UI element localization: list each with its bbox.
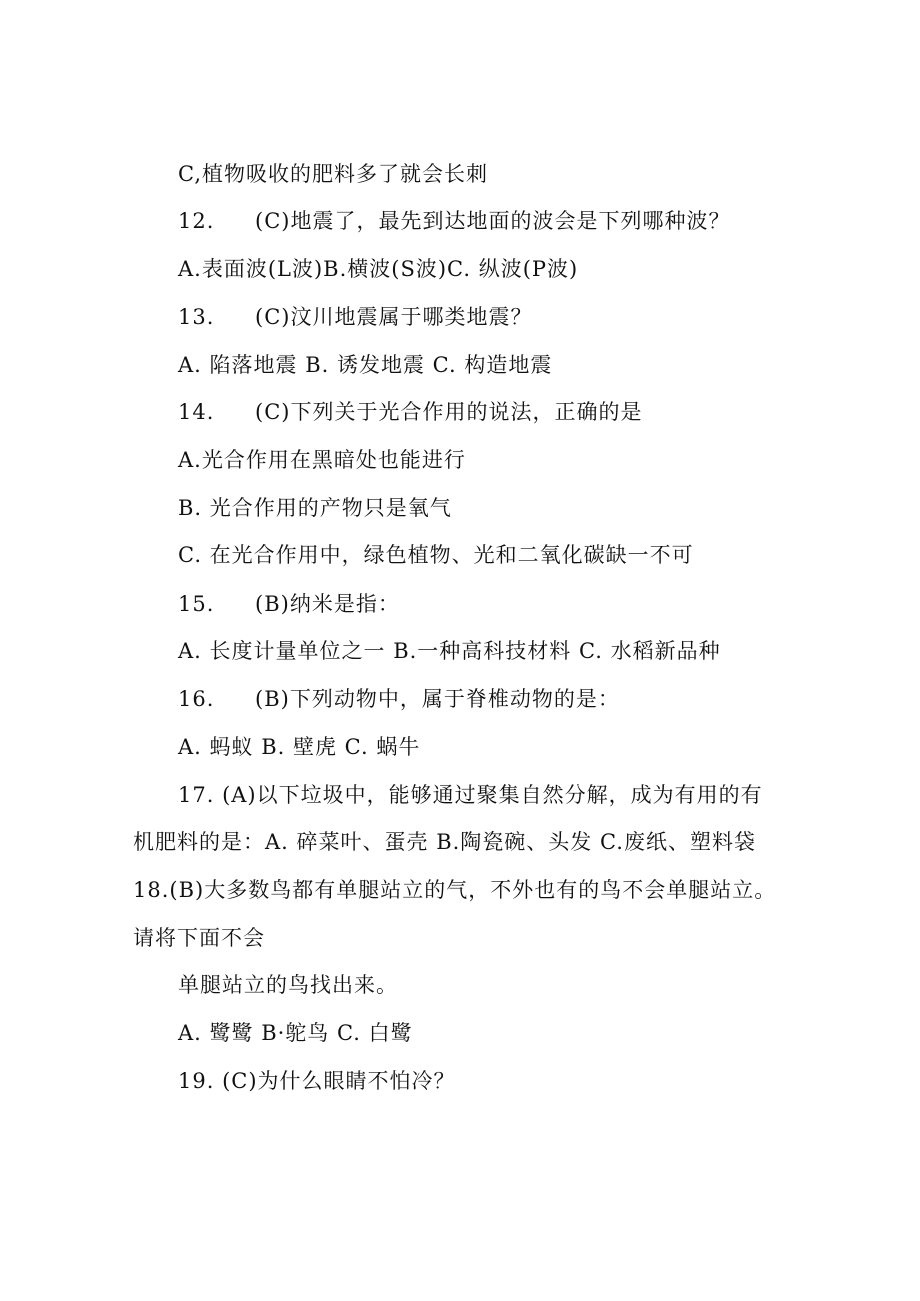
question-text: (C)地震了，最先到达地面的波会是下列哪种波？ bbox=[255, 209, 731, 233]
question-text: (C)下列关于光合作用的说法，正确的是 bbox=[255, 400, 643, 424]
question-16-options: A. 蚂蚁 B. 壁虎 C. 蜗牛 bbox=[178, 735, 421, 759]
question-number: 12. bbox=[178, 209, 215, 233]
question-12 bbox=[0, 207, 920, 235]
question-text: (B)下列动物中，属于脊椎动物的是： bbox=[255, 687, 620, 711]
question-15 bbox=[0, 590, 920, 618]
question-15-options: A. 长度计量单位之一 B.一种高科技材料 C. 水稻新品种 bbox=[178, 639, 721, 663]
question-14-option-a: A.光合作用在黑暗处也能进行 bbox=[178, 448, 466, 472]
question-13-options: A. 陷落地震 B. 诱发地震 C. 构造地震 bbox=[178, 353, 553, 377]
question-16 bbox=[0, 685, 920, 713]
question-number: 16. bbox=[178, 687, 215, 711]
question-number: 14. bbox=[178, 400, 215, 424]
question-12-options: A.表面波(L波)B.横波(S波)C. 纵波(P波) bbox=[178, 257, 579, 281]
question-13 bbox=[0, 303, 920, 331]
question-17-line2: 机肥料的是：A. 碎菜叶、蛋壳 B.陶瓷碗、头发 C.废纸、塑料袋 bbox=[133, 830, 756, 854]
question-text: (B)纳米是指： bbox=[255, 592, 400, 616]
question-14 bbox=[0, 398, 920, 426]
question-18-options: A. 鹭鹭 B·鸵鸟 C. 白鹭 bbox=[178, 1021, 413, 1045]
question-18-line3: 单腿站立的鸟找出来。 bbox=[178, 973, 398, 997]
question-text: (C)汶川地震属于哪类地震？ bbox=[255, 305, 533, 329]
question-19: 19. (C)为什么眼睛不怕冷？ bbox=[178, 1069, 456, 1093]
question-18-line1: 18.(B)大多数鸟都有单腿站立的气，不外也有的鸟不会单腿站立。 bbox=[133, 878, 777, 902]
option-line: C,植物吸收的肥料多了就会长刺 bbox=[178, 162, 488, 186]
question-14-option-b: B. 光合作用的产物只是氧气 bbox=[178, 496, 452, 520]
question-number: 13. bbox=[178, 305, 215, 329]
question-18-line2: 请将下面不会 bbox=[133, 926, 265, 950]
question-17-line1: 17. (A)以下垃圾中，能够通过聚集自然分解，成为有用的有 bbox=[178, 783, 763, 807]
question-number: 15. bbox=[178, 592, 215, 616]
question-14-option-c: C. 在光合作用中，绿色植物、光和二氧化碳缺一不可 bbox=[178, 543, 694, 567]
